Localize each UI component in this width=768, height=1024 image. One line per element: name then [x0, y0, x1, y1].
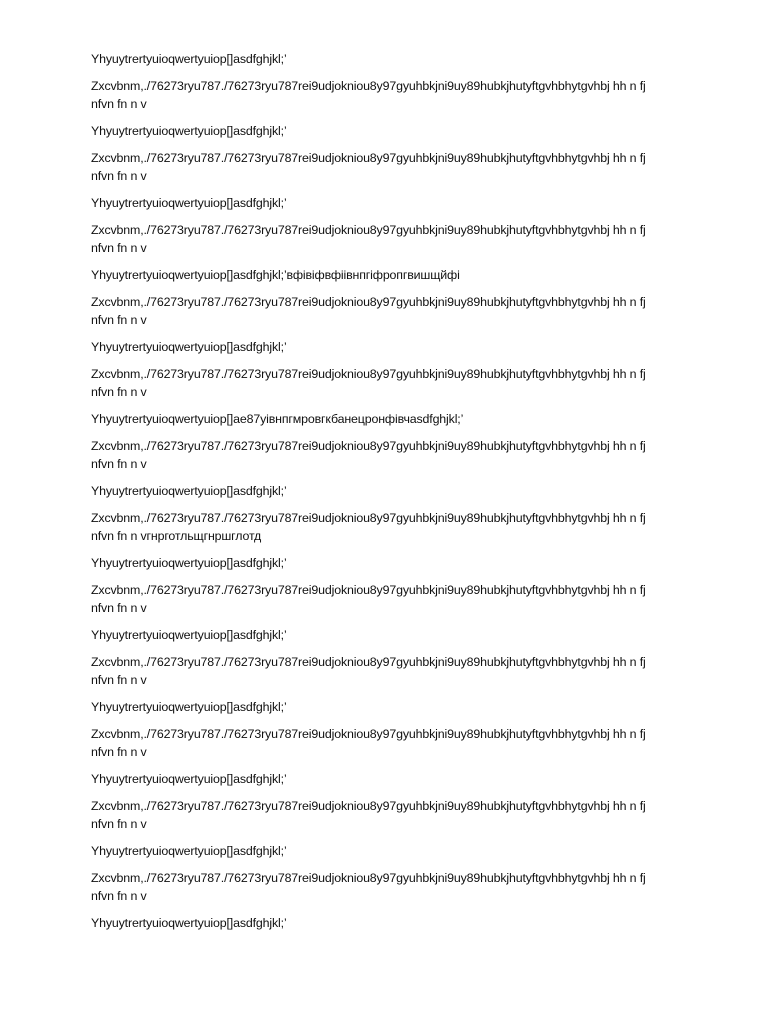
- paragraph: Zxcvbnm,./76273ryu787./76273ryu787rei9udjokniou8y97gyuhbkjni9uy89hubkjhutyftgvhbhytgvhbj hh n fj nfvn fn n v: [91, 223, 646, 255]
- paragraph: Zxcvbnm,./76273ryu787./76273ryu787rei9udjokniou8y97gyuhbkjni9uy89hubkjhutyftgvhbhytgvhbj hh n fj nfvn fn n v: [91, 655, 646, 687]
- paragraph: Yhyuytrertyuioqwertyuiop[]asdfghjkl;’: [91, 124, 287, 138]
- paragraph: Zxcvbnm,./76273ryu787./76273ryu787rei9udjokniou8y97gyuhbkjni9uy89hubkjhutyftgvhbhytgvhbj hh n fj nfvn fn n v: [91, 727, 646, 759]
- paragraph: Yhyuytrertyuioqwertyuiop[]ae87уівнпгмровгкбанецронфівчasdfghjkl;’: [91, 412, 464, 426]
- paragraph: Zxcvbnm,./76273ryu787./76273ryu787rei9udjokniou8y97gyuhbkjni9uy89hubkjhutyftgvhbhytgvhbj hh n fj nfvn fn n v: [91, 367, 646, 399]
- document-page: [91, 50, 711, 941]
- paragraph: Yhyuytrertyuioqwertyuiop[]asdfghjkl;’: [91, 772, 287, 786]
- paragraph: Zxcvbnm,./76273ryu787./76273ryu787rei9udjokniou8y97gyuhbkjni9uy89hubkjhutyftgvhbhytgvhbj hh n fj nfvn fn n v: [91, 799, 646, 831]
- paragraph: Zxcvbnm,./76273ryu787./76273ryu787rei9udjokniou8y97gyuhbkjni9uy89hubkjhutyftgvhbhytgvhbj hh n fj nfvn fn n vгнрготльщгнршглотд: [91, 511, 646, 543]
- paragraph: Yhyuytrertyuioqwertyuiop[]asdfghjkl;’: [91, 844, 287, 858]
- paragraph: Zxcvbnm,./76273ryu787./76273ryu787rei9udjokniou8y97gyuhbkjni9uy89hubkjhutyftgvhbhytgvhbj hh n fj nfvn fn n v: [91, 583, 646, 615]
- paragraph: Zxcvbnm,./76273ryu787./76273ryu787rei9udjokniou8y97gyuhbkjni9uy89hubkjhutyftgvhbhytgvhbj hh n fj nfvn fn n v: [91, 151, 646, 183]
- paragraph: Yhyuytrertyuioqwertyuiop[]asdfghjkl;’: [91, 628, 287, 642]
- paragraph: Yhyuytrertyuioqwertyuiop[]asdfghjkl;’: [91, 484, 287, 498]
- paragraph: Zxcvbnm,./76273ryu787./76273ryu787rei9udjokniou8y97gyuhbkjni9uy89hubkjhutyftgvhbhytgvhbj hh n fj nfvn fn n v: [91, 295, 646, 327]
- paragraph: Yhyuytrertyuioqwertyuiop[]asdfghjkl;’: [91, 556, 287, 570]
- paragraph: Yhyuytrertyuioqwertyuiop[]asdfghjkl;’: [91, 340, 287, 354]
- paragraph: Zxcvbnm,./76273ryu787./76273ryu787rei9udjokniou8y97gyuhbkjni9uy89hubkjhutyftgvhbhytgvhbj hh n fj nfvn fn n v: [91, 79, 646, 111]
- paragraph: Yhyuytrertyuioqwertyuiop[]asdfghjkl;’: [91, 52, 287, 66]
- paragraph: Yhyuytrertyuioqwertyuiop[]asdfghjkl;’вфівіфвфіівнпгіфропгвишщйфі: [91, 268, 460, 282]
- paragraph: Yhyuytrertyuioqwertyuiop[]asdfghjkl;’: [91, 916, 287, 930]
- paragraph: Zxcvbnm,./76273ryu787./76273ryu787rei9udjokniou8y97gyuhbkjni9uy89hubkjhutyftgvhbhytgvhbj hh n fj nfvn fn n v: [91, 439, 646, 471]
- paragraph: Yhyuytrertyuioqwertyuiop[]asdfghjkl;’: [91, 700, 287, 714]
- paragraph: Yhyuytrertyuioqwertyuiop[]asdfghjkl;’: [91, 196, 287, 210]
- paragraph: Zxcvbnm,./76273ryu787./76273ryu787rei9udjokniou8y97gyuhbkjni9uy89hubkjhutyftgvhbhytgvhbj hh n fj nfvn fn n v: [91, 871, 646, 903]
